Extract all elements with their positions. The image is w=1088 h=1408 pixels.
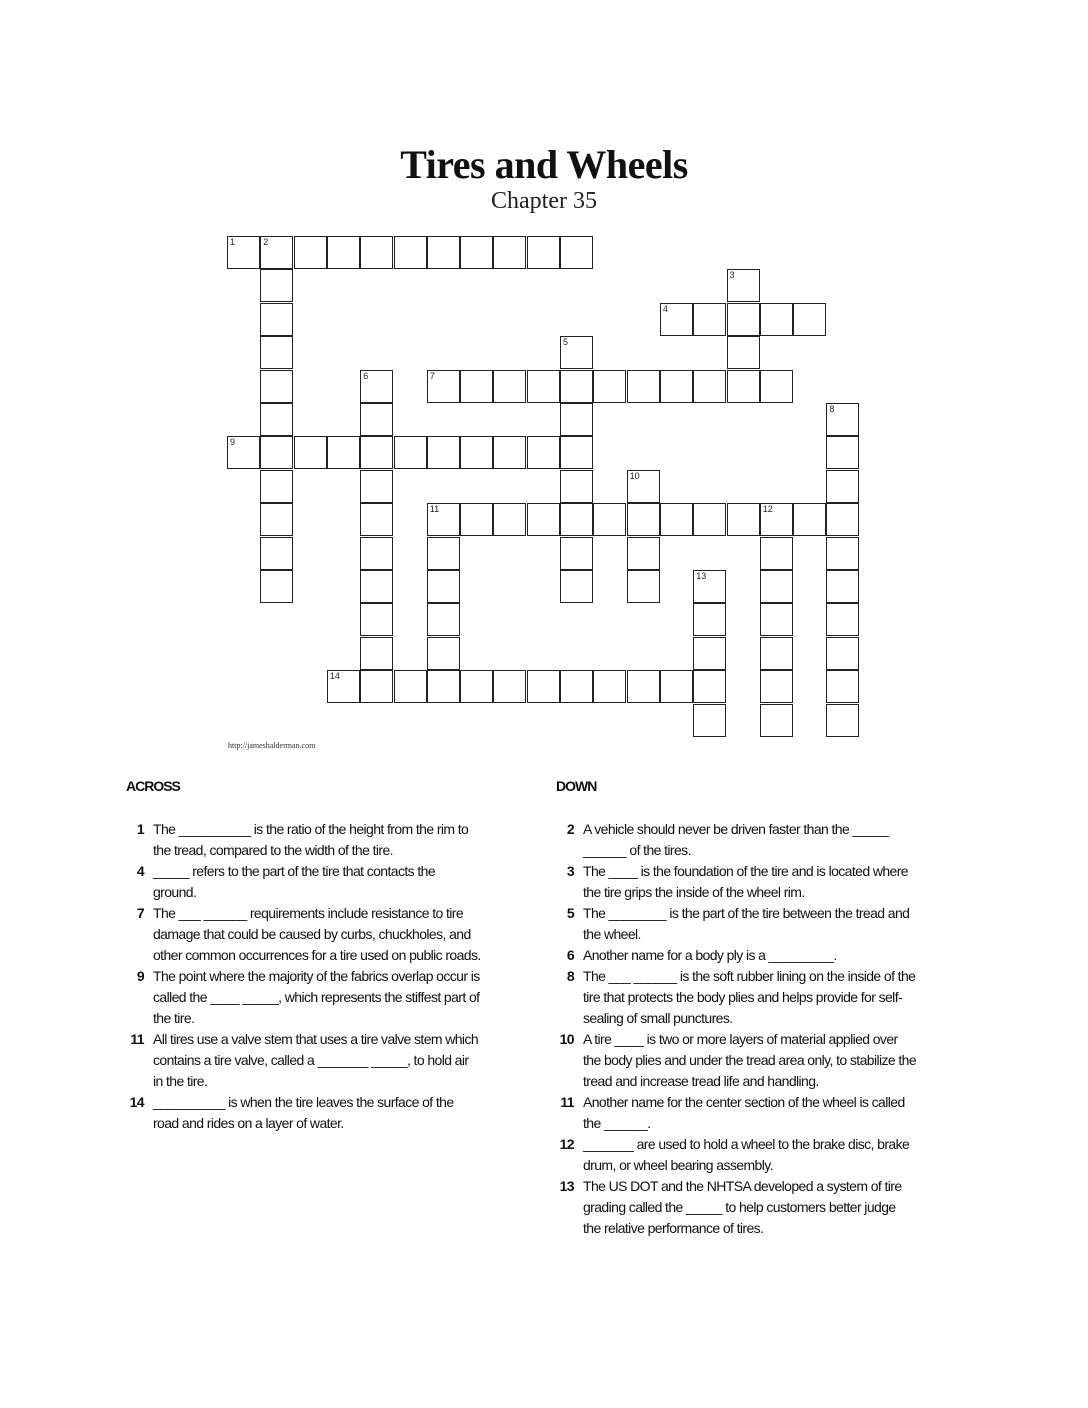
crossword-cell[interactable] (427, 503, 460, 536)
clue-number: 1 (136, 821, 144, 837)
crossword-cell[interactable] (260, 537, 293, 570)
crossword-cell[interactable] (693, 704, 726, 737)
crossword-cell[interactable] (327, 670, 360, 703)
crossword-cell[interactable] (560, 503, 593, 536)
crossword-cell[interactable] (760, 570, 793, 603)
clue-number: 3 (566, 863, 574, 879)
clue-number: 6 (566, 947, 574, 963)
clue-number: 7 (136, 905, 144, 921)
clue-text: _____ refers to the part of the tire that contacts the ground. (153, 863, 436, 900)
crossword-cell[interactable] (627, 370, 660, 403)
crossword-cell[interactable] (360, 403, 393, 436)
page-title: Tires and Wheels (400, 142, 688, 187)
crossword-cell[interactable] (427, 236, 460, 269)
crossword-cell[interactable] (627, 537, 660, 570)
crossword-cell[interactable] (826, 637, 859, 670)
across-clue (126, 966, 481, 1029)
crossword-cell[interactable] (394, 436, 427, 469)
across-clue (126, 1092, 481, 1134)
cell-number: 1 (230, 237, 236, 247)
cell-number: 8 (829, 404, 835, 414)
crossword-cell[interactable] (760, 537, 793, 570)
crossword-cell[interactable] (693, 603, 726, 636)
clue-number: 5 (566, 905, 574, 921)
crossword-cell[interactable] (294, 436, 327, 469)
clue-number: 14 (129, 1094, 144, 1110)
crossword-cell[interactable] (360, 670, 393, 703)
clue-text: The point where the majority of the fabrics overlap occur is called the ____ _____, which represents the stiffest part of the tire. (153, 968, 480, 1026)
clue-text: The ____ is the foundation of the tire and is located where the tire grips the inside of the wheel rim. (583, 863, 908, 900)
crossword-cell[interactable] (493, 370, 526, 403)
crossword-cell[interactable] (427, 603, 460, 636)
across-clue (126, 861, 481, 903)
cell-number: 13 (696, 571, 707, 581)
clue-number: 8 (566, 968, 574, 984)
crossword-cell[interactable] (693, 370, 726, 403)
clue-text: The __________ is the ratio of the height from the rim to the tread, compared to the width of the tire. (153, 821, 469, 858)
across-clue (126, 903, 481, 966)
crossword-cell[interactable] (693, 303, 726, 336)
crossword-cell[interactable] (826, 470, 859, 503)
crossword-cell[interactable] (826, 537, 859, 570)
cell-number: 10 (629, 470, 640, 481)
crossword-cell[interactable] (560, 470, 593, 503)
crossword-cell[interactable] (260, 370, 293, 403)
crossword-cell[interactable] (727, 303, 760, 336)
crossword-cell[interactable] (260, 303, 293, 336)
crossword-cell[interactable] (627, 570, 660, 603)
crossword-cell[interactable] (627, 670, 660, 703)
down-clue-list (556, 819, 916, 1239)
crossword-cell[interactable] (727, 370, 760, 403)
page-subtitle: Chapter 35 (491, 188, 597, 214)
crossword-cell[interactable] (427, 670, 460, 703)
clue-text: The ___ ______ is the soft rubber lining on the inside of the tire that protects the body plies and helps provide for self-sealing of small punctures. (583, 968, 916, 1026)
crossword-cell[interactable] (260, 470, 293, 503)
crossword-cell[interactable] (760, 637, 793, 670)
crossword-cell[interactable] (560, 570, 593, 603)
down-heading: DOWN (556, 778, 597, 794)
down-clue (556, 819, 916, 861)
crossword-cell[interactable] (560, 403, 593, 436)
cell-number: 4 (662, 303, 668, 314)
crossword-cell[interactable] (560, 336, 593, 369)
crossword-cell[interactable] (294, 236, 327, 269)
crossword-cell[interactable] (260, 403, 293, 436)
clue-number: 4 (136, 863, 144, 879)
crossword-cell[interactable] (360, 570, 393, 603)
crossword-cell[interactable] (260, 570, 293, 603)
crossword-cell[interactable] (693, 670, 726, 703)
crossword-cell[interactable] (693, 503, 726, 536)
crossword-cell[interactable] (427, 436, 460, 469)
credit-url: http://jameshalderman.com (228, 741, 316, 750)
crossword-cell[interactable] (727, 336, 760, 369)
clue-text: __________ is when the tire leaves the surface of the road and rides on a layer of water. (153, 1094, 454, 1131)
cell-number: 11 (429, 504, 440, 515)
crossword-cell[interactable] (360, 503, 393, 536)
crossword-cell[interactable] (360, 637, 393, 670)
crossword-cell[interactable] (260, 236, 293, 269)
crossword-cell[interactable] (360, 436, 393, 469)
crossword-cell[interactable] (493, 670, 526, 703)
clue-number: 10 (559, 1031, 574, 1047)
clue-text: Another name for the center section of the wheel is called the ______. (583, 1094, 905, 1131)
crossword-cell[interactable] (727, 269, 760, 302)
clue-text: The ___ ______ requirements include resistance to tire damage that could be caused by curbs, chuckholes, and other common occurrences for a tire used on public roads. (153, 905, 481, 963)
crossword-cell[interactable] (460, 670, 493, 703)
crossword-cell[interactable] (327, 436, 360, 469)
down-clue (556, 966, 916, 1029)
crossword-cell[interactable] (593, 370, 626, 403)
crossword-cell[interactable] (260, 269, 293, 302)
crossword-cell[interactable] (394, 670, 427, 703)
crossword-cell[interactable] (560, 537, 593, 570)
crossword-cell[interactable] (693, 637, 726, 670)
crossword-cell[interactable] (660, 370, 693, 403)
crossword-cell[interactable] (260, 336, 293, 369)
across-heading: ACROSS (126, 778, 180, 794)
crossword-cell[interactable] (560, 436, 593, 469)
crossword-cell[interactable] (460, 236, 493, 269)
crossword-cell[interactable] (527, 370, 560, 403)
cell-number: 5 (563, 337, 569, 348)
crossword-cell[interactable] (660, 303, 693, 336)
crossword-cell[interactable] (527, 670, 560, 703)
crossword-cell[interactable] (760, 603, 793, 636)
clue-number: 2 (566, 821, 574, 837)
down-clue (556, 1134, 916, 1176)
crossword-cell[interactable] (826, 436, 859, 469)
crossword-cell[interactable] (593, 503, 626, 536)
clue-number: 11 (130, 1031, 144, 1047)
clue-number: 9 (136, 968, 144, 984)
crossword-cell[interactable] (527, 503, 560, 536)
cell-number: 3 (729, 270, 735, 281)
crossword-cell[interactable] (493, 436, 526, 469)
crossword-cell[interactable] (826, 670, 859, 703)
crossword-cell[interactable] (693, 570, 726, 603)
crossword-cell[interactable] (760, 670, 793, 703)
clue-number: 12 (559, 1136, 574, 1152)
down-clue (556, 1092, 916, 1134)
crossword-cell[interactable] (627, 503, 660, 536)
crossword-cell[interactable] (660, 503, 693, 536)
crossword-cell[interactable] (527, 236, 560, 269)
crossword-cell[interactable] (760, 704, 793, 737)
cell-number: 12 (762, 504, 773, 515)
crossword-cell[interactable] (427, 637, 460, 670)
clue-text: The ________ is the part of the tire between the tread and the wheel. (583, 905, 910, 942)
cell-number: 14 (329, 671, 340, 682)
down-clue (556, 903, 916, 945)
clue-text: All tires use a valve stem that uses a tire valve stem which contains a tire valve, called a _______ _____, to hold air in the tire. (153, 1031, 479, 1089)
clue-number: 13 (559, 1178, 574, 1194)
crossword-cell[interactable] (227, 236, 260, 269)
clue-text: _______ are used to hold a wheel to the brake disc, brake drum, or wheel bearing assembly. (583, 1136, 910, 1173)
crossword-cell[interactable] (560, 670, 593, 703)
crossword-cell[interactable] (460, 503, 493, 536)
crossword-cell[interactable] (593, 670, 626, 703)
across-clue (126, 819, 481, 861)
crossword-cell[interactable] (660, 670, 693, 703)
clue-number: 11 (560, 1094, 574, 1110)
crossword-cell[interactable] (360, 470, 393, 503)
crossword-cell[interactable] (460, 436, 493, 469)
cell-number: 2 (263, 237, 269, 247)
crossword-cell[interactable] (360, 236, 393, 269)
crossword-cell[interactable] (360, 370, 393, 403)
clue-text: A tire ____ is two or more layers of material applied over the body plies and under the tread area only, to stabilize the tread and increase tread life and handling. (583, 1031, 917, 1089)
clue-text: The US DOT and the NHTSA developed a system of tire grading called the _____ to help customers better judge the relative performance of tires. (583, 1178, 902, 1236)
clue-text: A vehicle should never be driven faster than the _____ ______ of the tires. (583, 821, 889, 858)
crossword-cell[interactable] (527, 436, 560, 469)
crossword-cell[interactable] (460, 370, 493, 403)
across-clue-list (126, 819, 481, 1134)
crossword-cell[interactable] (327, 236, 360, 269)
crossword-cell[interactable] (493, 236, 526, 269)
cell-number: 6 (363, 370, 369, 381)
down-clue (556, 1176, 916, 1239)
crossword-cell[interactable] (427, 370, 460, 403)
crossword-cell[interactable] (560, 236, 593, 269)
down-clue (556, 861, 916, 903)
clue-text: Another name for a body ply is a _________. (583, 947, 837, 963)
down-clue (556, 1029, 916, 1092)
crossword-cell[interactable] (826, 603, 859, 636)
crossword-cell[interactable] (227, 436, 260, 469)
cell-number: 7 (429, 370, 435, 381)
cell-number: 9 (230, 437, 236, 448)
across-clue (126, 1029, 481, 1092)
crossword-cell[interactable] (826, 503, 859, 536)
crossword-cell[interactable] (493, 503, 526, 536)
crossword-cell[interactable] (760, 370, 793, 403)
crossword-cell[interactable] (826, 570, 859, 603)
down-clue (556, 945, 916, 966)
crossword-cell[interactable] (826, 704, 859, 737)
crossword-cell[interactable] (793, 503, 826, 536)
crossword-cell[interactable] (760, 303, 793, 336)
crossword-cell[interactable] (260, 436, 293, 469)
crossword-cell[interactable] (727, 503, 760, 536)
crossword-cell[interactable] (260, 503, 293, 536)
crossword-cell[interactable] (427, 537, 460, 570)
crossword-cell[interactable] (760, 503, 793, 536)
crossword-cell[interactable] (793, 303, 826, 336)
crossword-cell[interactable] (826, 403, 859, 436)
crossword-cell[interactable] (627, 470, 660, 503)
crossword-cell[interactable] (360, 603, 393, 636)
crossword-cell[interactable] (560, 370, 593, 403)
crossword-cell[interactable] (394, 236, 427, 269)
crossword-cell[interactable] (427, 570, 460, 603)
crossword-cell[interactable] (360, 537, 393, 570)
